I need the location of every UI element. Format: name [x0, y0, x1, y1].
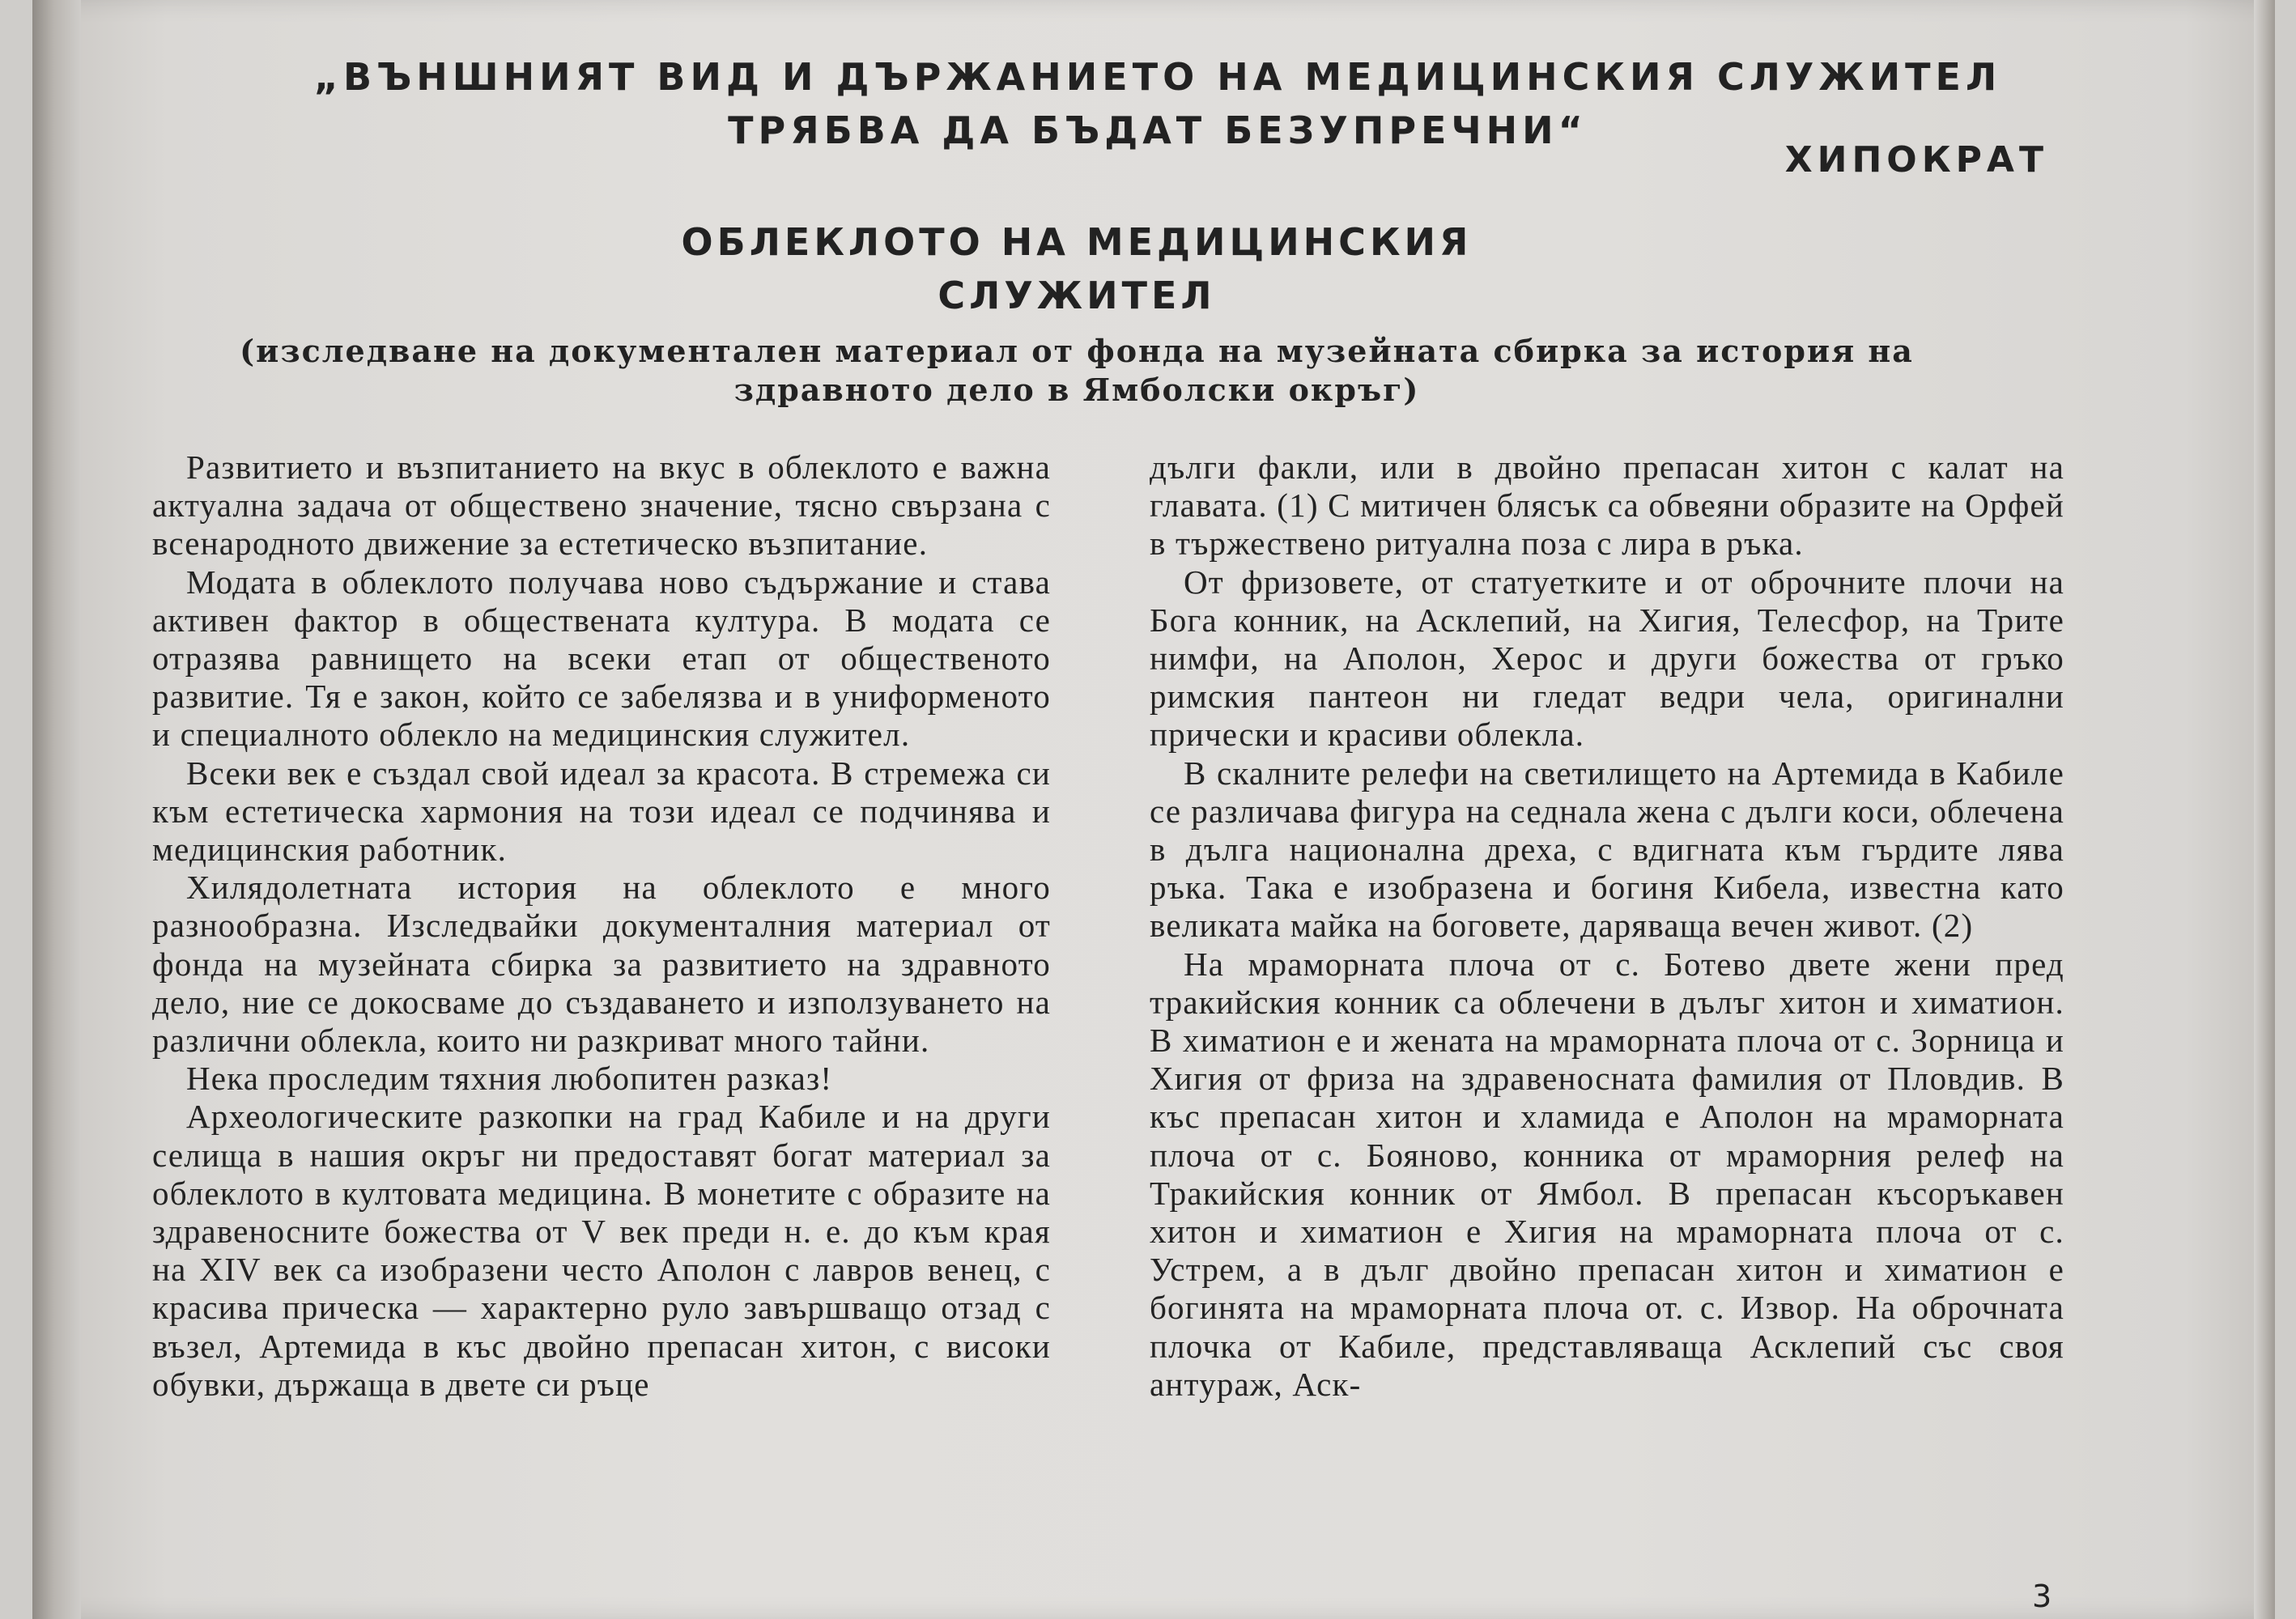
article-title — [567, 215, 1587, 322]
title-line-2: СЛУЖИТЕЛ — [938, 274, 1216, 317]
paragraph: От фризовете, от статуетките и от оброчните плочи на Бога конник, на Асклепий, на Хигия, Телесфор, на Трите нимфи, на Аполон, Херос и други божества от гръко римския пантеон ни гледат ведри чела, оригинални прически и красиви облекла. — [1150, 563, 2064, 754]
epigraph-author: ХИПОКРАТ — [1784, 139, 2048, 181]
book-spine-shadow — [32, 0, 81, 1619]
article-subtitle: (изследване на документален материал от фонда на музейната сбирка за история на здравното дело в Ямболски окръг) — [240, 333, 1914, 408]
paragraph: Хилядолетната история на облеклото е много разнообразна. Изследвайки документалния материал от фонда на музейната сбирка за развитието на здравното дело, ние се докосваме до създаването и използуването на различни облекла, които ни разкриват много тайни. — [152, 869, 1051, 1060]
paragraph: Развитието и възпитанието на вкус в облеклото е важна актуална задача от обществено значение, тясно свързана с всенародното движение за естетическо възпитание. — [152, 448, 1051, 563]
page-number: 3 — [2032, 1579, 2052, 1614]
paragraph: Нека проследим тяхния любопитен разказ! — [186, 1060, 833, 1098]
left-column — [152, 448, 1051, 1404]
paragraph: Всеки век е създал свой идеал за красота. В стремежа си към естетическа хармония на този идеал се подчинява и медицинския работник. — [152, 754, 1051, 869]
paragraph-continued: дълги факли, или в двойно препасан хитон с калат на главата. (1) С митичен блясък са обвеяни образите на Орфей в тържествено ритуална поза с лира в ръка. — [1150, 448, 2064, 563]
title-line-1: ОБЛЕКЛОТО НА МЕДИЦИНСКИЯ — [681, 220, 1473, 264]
paragraph: Археологическите разкопки на град Кабиле и на други селища в нашия окръг ни предоставят богат материал за облеклото в култовата медицина. В монетите с образите на здравеносните божества от V век преди н. е. до към края на XIV век са изобразени често Аполон с лавров венец, с красива прическа — характерно руло завършващо отзад с възел, Артемида в къс двойно препасан хитон, с високи обувки, държаща в двете си ръце — [152, 1098, 1051, 1403]
paragraph: В скалните релефи на светилището на Артемида в Кабиле се различава фигура на седнала жена с дълги коси, облечена в дълга национална дреха, с вдигната към гърдите лява ръка. Така е изобразена и богиня Кибела, известна като великата майка на боговете, даряваща вечен живот. (2) — [1150, 754, 2064, 945]
right-column — [1150, 448, 2064, 1404]
paragraph: На мраморната плоча от с. Ботево двете жени пред тракийския конник са облечени в дълъг хитон и химатион. В химатион е и жената на мраморната плоча от с. Зорница и Хигия от фриза на здравеносната фамилия от Пловдив. В къс препасан хитон и хламида е Аполон на мраморната плоча от с. Бояново, конника от мраморния релеф на Тракийския конник от Ямбол. В препасан късоръкавен хитон и химатион е Хигия на мраморната плоча от с. Устрем, а в дълг двойно препасан хитон и химатион е богинята на мраморната плоча от. с. Извор. На оброчната плочка от Кабиле, представляваща Асклепий със своя антураж, Аск- — [1150, 945, 2064, 1403]
paragraph: Модата в облеклото получава ново съдържание и става активен фактор в обществената култура. В модата се отразява равнището на всеки етап от общественото развитие. Тя е закон, който се забелязва и в униформеното и специалното облекло на медицинския служител. — [152, 563, 1051, 754]
epigraph-quote: „ВЪНШНИЯТ ВИД И ДЪРЖАНИЕТО НА МЕДИЦИНСКИЯ СЛУЖИТЕЛ ТРЯБВА ДА БЪДАТ БЕЗУПРЕЧНИ“ — [313, 55, 2002, 152]
page-edge — [2254, 0, 2275, 1619]
